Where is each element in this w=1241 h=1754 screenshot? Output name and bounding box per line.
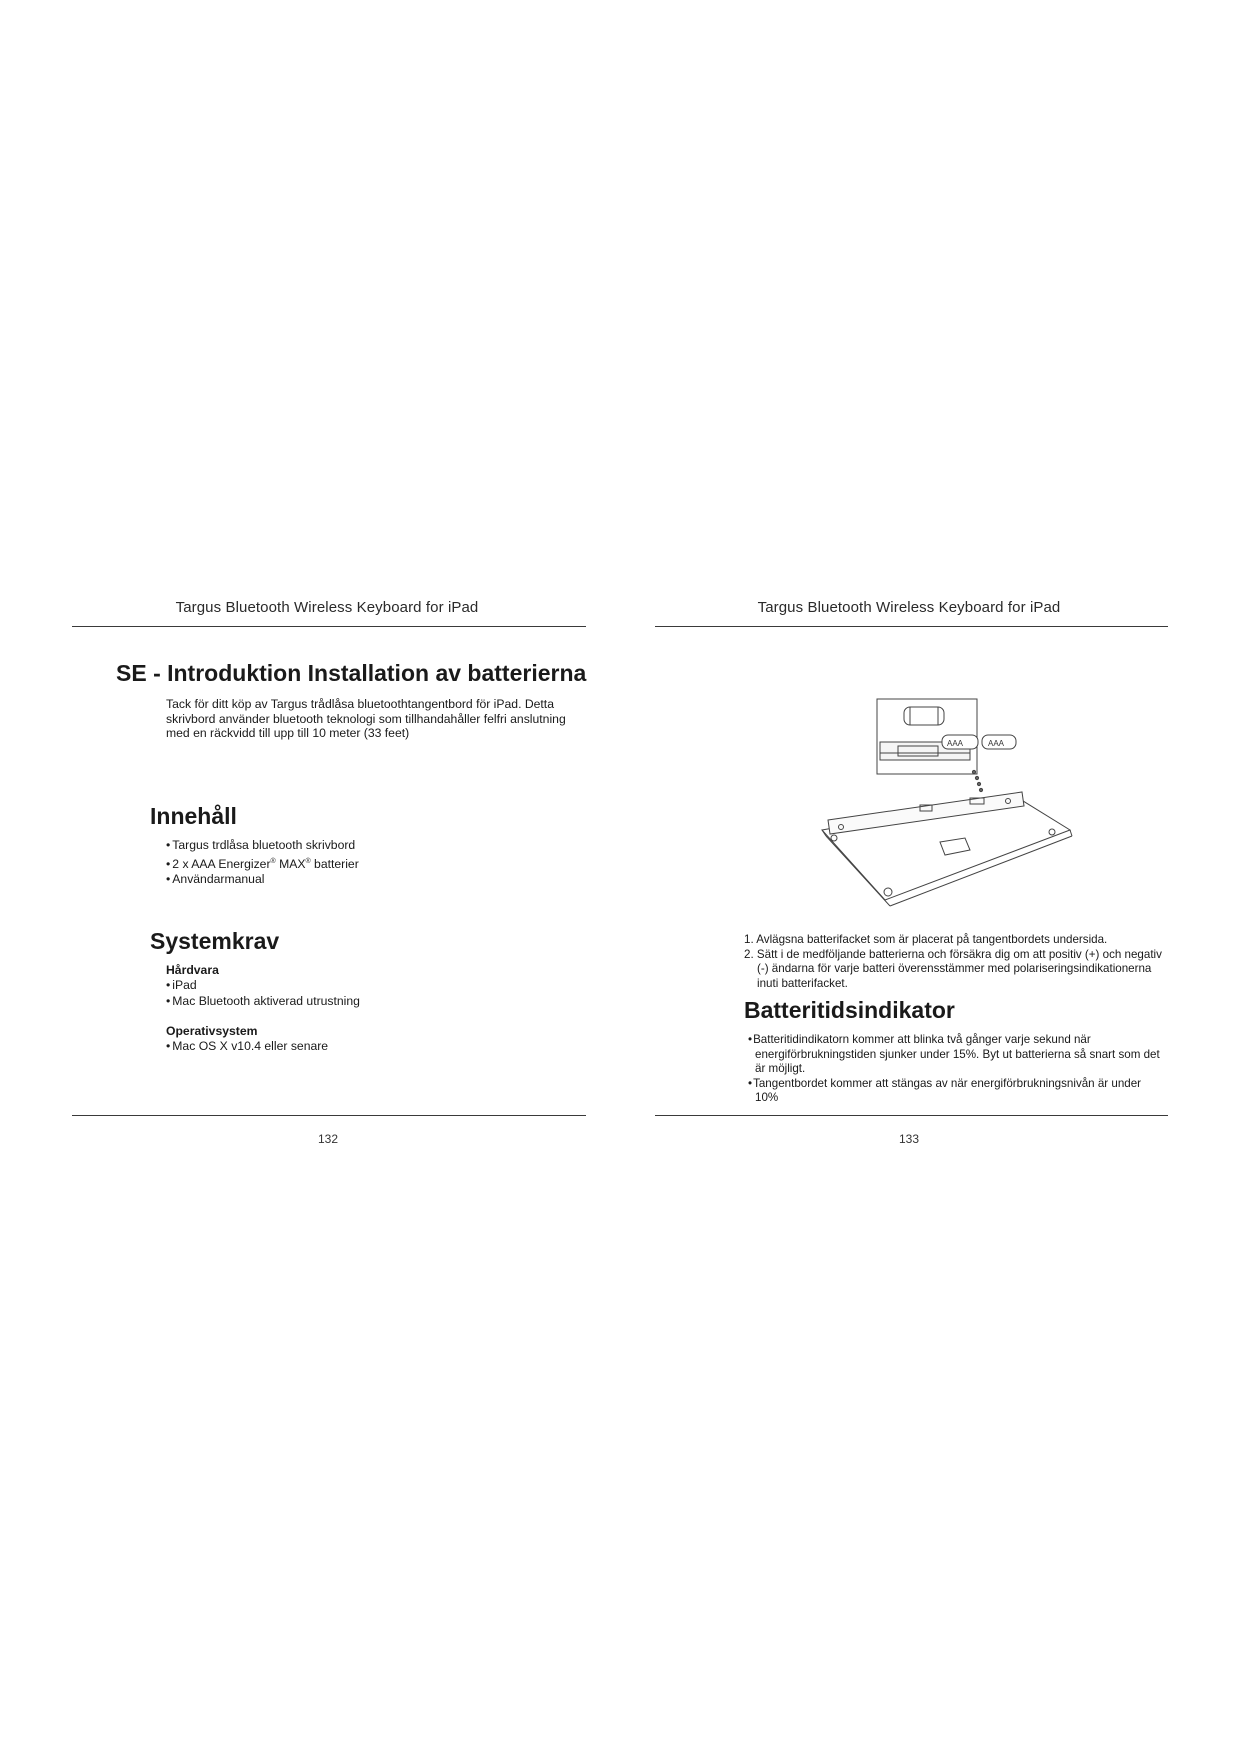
list-item: 1. Avlägsna batterifacket som är placerat på tangentbordets undersida. xyxy=(744,933,1108,946)
page-number: 132 xyxy=(317,1132,339,1146)
battery-indicator-list xyxy=(746,1033,1166,1106)
list-item-text: Användarmanual xyxy=(172,872,265,887)
list-item xyxy=(166,1039,328,1055)
os-heading: Operativsystem xyxy=(166,1024,258,1038)
page-title: SE - Introduktion Installation av batterierna xyxy=(116,660,587,686)
list-item xyxy=(746,1033,1166,1077)
list-item-text: batterier xyxy=(310,856,359,871)
running-head: Targus Bluetooth Wireless Keyboard for iPad xyxy=(757,599,1061,616)
battery-indicator-heading: Batteritidsindikator xyxy=(744,997,955,1023)
hardware-list xyxy=(166,978,360,1009)
systemreq-heading: Systemkrav xyxy=(150,928,280,954)
list-item-text: Mac Bluetooth aktiverad utrustning xyxy=(172,993,360,1008)
battery-label: AAA xyxy=(947,739,964,748)
list-item xyxy=(166,872,359,888)
list-item: 2. Sätt i de medföljande batterierna och försäkra dig om att positiv (+) och negativ (-) ändarna för varje batteri överensstämmer med polariseringsindikationerna inuti batterifacket. xyxy=(744,947,1162,990)
list-item-text: Tangentbordet kommer att stängas av när energiförbrukningsnivån är under 10% xyxy=(753,1076,1142,1104)
running-head: Targus Bluetooth Wireless Keyboard for iPad xyxy=(175,599,479,616)
list-item xyxy=(746,1077,1166,1106)
list-item xyxy=(166,994,360,1010)
list-item xyxy=(166,854,359,873)
footer-rule xyxy=(655,1115,1168,1116)
registered-mark: ® xyxy=(270,857,276,865)
hardware-heading: Hårdvara xyxy=(166,963,219,977)
contents-heading: Innehåll xyxy=(150,803,237,829)
list-item-text: Targus trdlåsa bluetooth skrivbord xyxy=(172,838,356,852)
intro-text: Tack för ditt köp av Targus trådlåsa bluetoothtangentbord för iPad. Detta skrivbord använder bluetooth teknologi som tillhandahåller felfri anslutning med en räckvidd till upp till 10 meter (33 feet) xyxy=(166,697,566,740)
registered-mark: ® xyxy=(305,857,311,865)
page-number: 133 xyxy=(898,1132,920,1146)
list-item-text: Mac OS X v10.4 eller senare xyxy=(172,1039,329,1053)
list-item-text: iPad xyxy=(172,978,197,992)
installation-steps xyxy=(744,933,1164,991)
list-item xyxy=(166,978,360,994)
list-item-text: Batteritidindikatorn kommer att blinka två gånger varje sekund när energiförbrukningstiden sjunker under 15%. Byt ut batterierna så snart som det är möjligt. xyxy=(753,1033,1160,1075)
header-rule xyxy=(655,626,1168,627)
footer-rule xyxy=(72,1115,586,1116)
list-item xyxy=(166,838,359,854)
intro-paragraph xyxy=(166,697,586,741)
os-list xyxy=(166,1039,328,1055)
header-rule xyxy=(72,626,586,627)
list-item-text: 2 x AAA Energizer xyxy=(172,856,271,871)
battery-label: AAA xyxy=(988,739,1005,748)
contents-list xyxy=(166,838,359,888)
keyboard-battery-illustration xyxy=(800,690,1100,920)
list-item-text: MAX xyxy=(275,856,306,871)
